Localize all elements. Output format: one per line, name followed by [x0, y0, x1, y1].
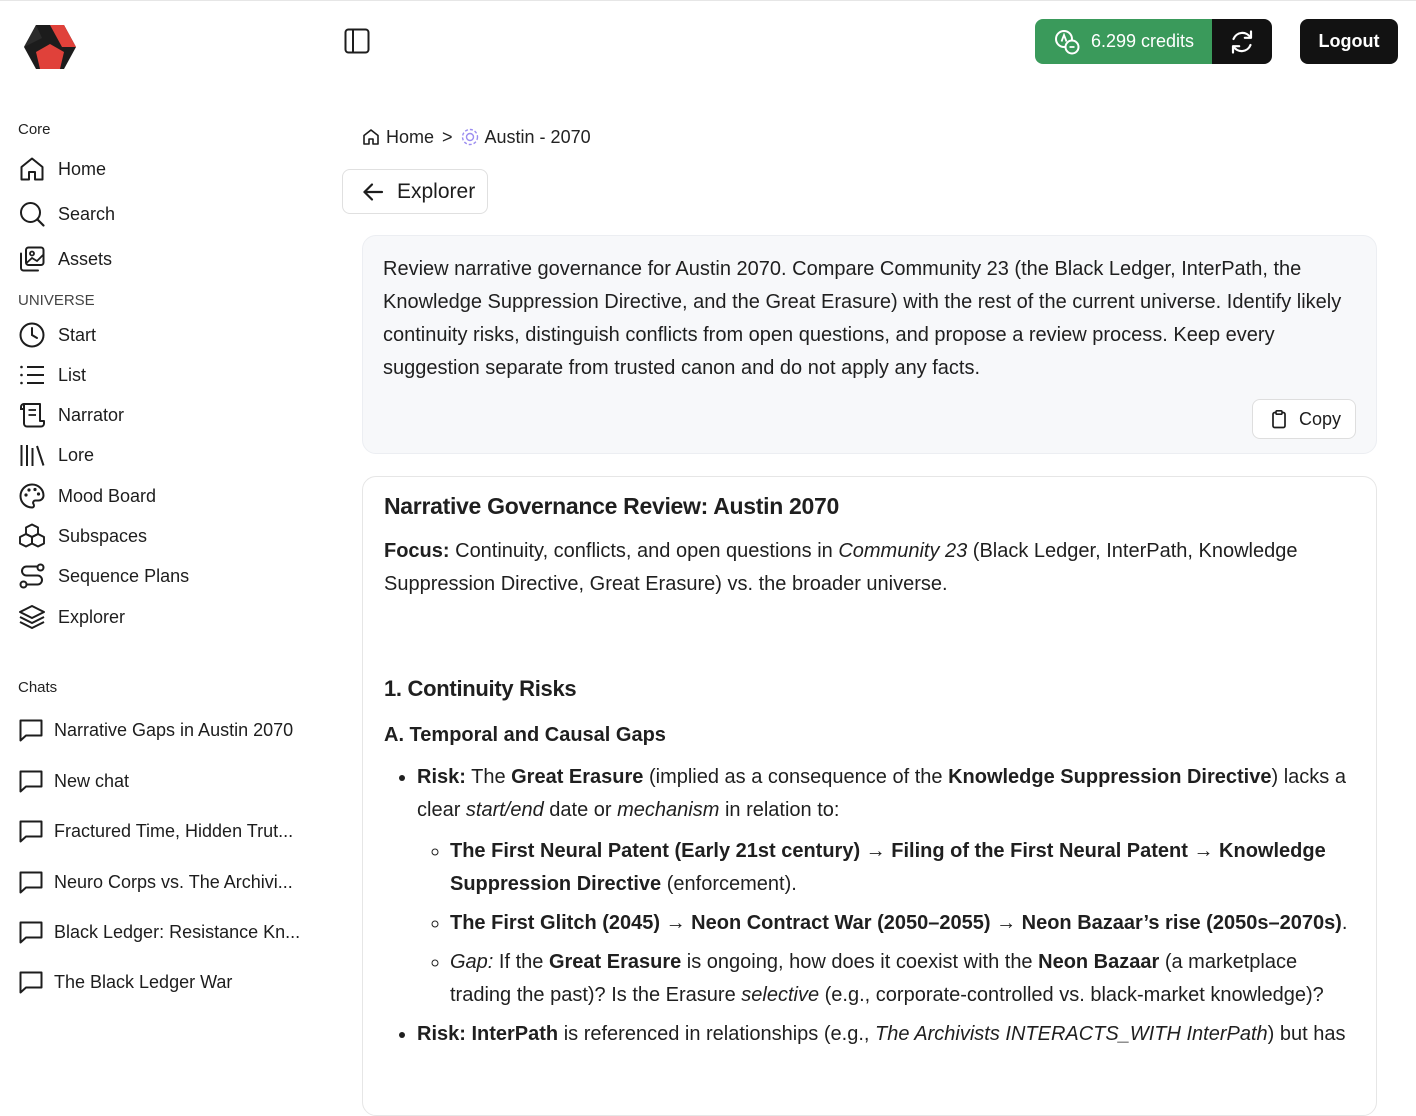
sidebar-item-label: Start	[58, 324, 97, 345]
home-icon	[18, 155, 46, 183]
bold-term: InterPath	[471, 1023, 559, 1045]
focus-emphasis: Community 23	[838, 540, 968, 562]
sidebar-item-start[interactable]	[18, 319, 96, 351]
sidebar-item-explorer[interactable]	[18, 601, 125, 633]
scroll-icon	[18, 401, 46, 429]
back-to-explorer-button[interactable]	[342, 169, 488, 214]
list-item	[417, 1018, 1359, 1051]
search-icon	[18, 200, 46, 228]
focus-text: Continuity, conflicts, and open questions in	[449, 540, 839, 562]
risk-label: Risk:	[417, 1023, 466, 1045]
sub-list	[417, 835, 1359, 1012]
focus-text: (Black Ledger, InterPath, Knowledge Suppression Directive, Great Erasure) vs. the broader universe.	[384, 540, 1298, 595]
chat-item-label: Neuro Corps vs. The Archivi...	[54, 871, 293, 892]
sidebar-item-label: Home	[58, 158, 107, 179]
sidebar-item-home[interactable]	[18, 153, 106, 185]
sidebar-item-label: Mood Board	[58, 485, 157, 506]
chat-item[interactable]	[18, 916, 300, 948]
sidebar-item-list[interactable]	[18, 359, 86, 391]
sidebar-toggle-button[interactable]	[343, 27, 371, 55]
logo-icon	[22, 22, 78, 72]
response-focus	[384, 535, 1359, 601]
chat-item-label: Fractured Time, Hidden Trut...	[54, 820, 294, 841]
sidebar-item-label: Assets	[58, 248, 113, 269]
list-item	[450, 946, 1359, 1012]
credits-group	[1035, 19, 1272, 64]
response-title: Narrative Governance Review: Austin 2070	[384, 493, 840, 519]
text-span: in relation to:	[719, 799, 840, 821]
text-span: is referenced in relationships (e.g.,	[558, 1023, 875, 1045]
italic-term: The Archivists INTERACTS_WITH InterPath	[874, 1023, 1268, 1045]
chat-item[interactable]	[18, 866, 293, 898]
bold-term: Great Erasure	[548, 951, 682, 973]
sidebar-item-subspaces[interactable]	[18, 520, 147, 552]
list-icon	[18, 361, 46, 389]
text-span: (implied as a consequence of the	[643, 766, 949, 788]
breadcrumb-separator: >	[442, 126, 453, 147]
sidebar-item-assets[interactable]	[18, 243, 112, 275]
credits-label: 6.299 credits	[1091, 31, 1195, 51]
sidebar-item-label: Explorer	[58, 606, 126, 627]
clock-icon	[18, 321, 46, 349]
back-to-explorer-label: Explorer	[397, 179, 476, 203]
message-square-icon	[18, 969, 44, 995]
app-logo[interactable]	[22, 22, 78, 72]
logout-button[interactable]: Logout	[1300, 19, 1398, 64]
text-span: The	[465, 766, 512, 788]
text-span: .	[1341, 912, 1348, 934]
text-span: (a marketplace trading the past)? Is the Erasure	[450, 951, 1298, 1006]
assistant-response-card	[362, 476, 1377, 1116]
italic-term: mechanism	[617, 799, 720, 821]
sidebar-item-label: Search	[58, 203, 116, 224]
core-section-label: Core	[18, 121, 51, 138]
text-span: ) but has	[1267, 1023, 1346, 1045]
sidebar-item-sequence-plans[interactable]	[18, 560, 189, 592]
italic-term: start/end	[465, 799, 544, 821]
message-square-icon	[18, 818, 44, 844]
breadcrumb-current[interactable]	[461, 127, 591, 148]
sidebar-item-search[interactable]	[18, 198, 115, 230]
assets-icon	[18, 245, 46, 273]
chat-item[interactable]	[18, 815, 293, 847]
clipboard-icon	[1269, 409, 1289, 429]
chat-item-label: Black Ledger: Resistance Kn...	[54, 921, 301, 942]
refresh-icon	[1228, 28, 1256, 56]
sidebar-item-label: Lore	[58, 444, 95, 465]
risk-list	[384, 761, 1359, 1051]
refresh-credits-button[interactable]	[1212, 19, 1272, 64]
bold-term: The First Neural Patent (Early 21st century) → Filing of the First Neural Patent → Knowledge Suppression Directive	[450, 840, 1326, 895]
chat-item[interactable]	[18, 765, 129, 797]
palette-icon	[18, 482, 46, 510]
user-prompt-card	[362, 235, 1377, 454]
message-square-icon	[18, 768, 44, 794]
universe-section-label: UNIVERSE	[18, 292, 95, 309]
chats-section-label: Chats	[18, 679, 58, 696]
breadcrumb-current-label: Austin - 2070	[484, 126, 591, 147]
chat-item[interactable]	[18, 714, 293, 746]
chat-item[interactable]	[18, 966, 232, 998]
text-span: (e.g., corporate-controlled vs. black-market knowledge)?	[819, 984, 1324, 1006]
bold-term: Knowledge Suppression Directive	[948, 766, 1272, 788]
library-icon	[18, 441, 46, 469]
user-prompt-text: Review narrative governance for Austin 2070. Compare Community 23 (the Black Ledger, InterPath, the Knowledge Suppression Directive, and the Great Erasure) with the rest of the current universe. Identify likely continuity risks, distinguish conflicts from open questions, and propose a review process. Keep every suggestion separate from trusted canon and do not apply any facts.	[383, 258, 1342, 379]
route-icon	[18, 562, 46, 590]
gap-label: Gap:	[450, 951, 494, 973]
text-span: is ongoing, how does it coexist with the	[681, 951, 1039, 973]
arrow-left-icon	[361, 180, 385, 204]
text-span: ) lacks a clear	[417, 766, 1346, 821]
chat-item-label: The Black Ledger War	[54, 971, 233, 992]
sidebar-item-mood-board[interactable]	[18, 480, 156, 512]
universe-icon	[461, 128, 479, 146]
italic-term: selective	[741, 984, 820, 1006]
message-square-icon	[18, 919, 44, 945]
layers-icon	[18, 603, 46, 631]
sidebar-item-lore[interactable]	[18, 439, 94, 471]
credits-pill[interactable]	[1035, 19, 1212, 64]
breadcrumb-home[interactable]	[362, 127, 434, 148]
breadcrumb	[362, 124, 591, 150]
chat-item-label: New chat	[54, 770, 130, 791]
message-square-icon	[18, 717, 44, 743]
sidebar-item-label: List	[58, 364, 87, 385]
bold-term: Neon Bazaar	[1038, 951, 1160, 973]
bold-term: The First Glitch (2045) → Neon Contract War (2050–2055) → Neon Bazaar’s rise (2050s–2070s)	[450, 912, 1342, 934]
text-span: date or	[543, 799, 618, 821]
text-span: If the	[493, 951, 549, 973]
sidebar-item-label: Subspaces	[58, 525, 148, 546]
sidebar-item-narrator[interactable]	[18, 399, 124, 431]
panel-left-icon	[343, 27, 371, 55]
top-border	[0, 0, 1416, 1]
copy-button[interactable]	[1252, 399, 1356, 439]
sidebar-item-label: Sequence Plans	[58, 565, 190, 586]
section-heading: 1. Continuity Risks	[384, 676, 577, 701]
subsection-heading: A. Temporal and Causal Gaps	[384, 724, 666, 746]
sidebar-item-label: Narrator	[58, 404, 125, 425]
coins-icon	[1053, 28, 1081, 56]
message-square-icon	[18, 869, 44, 895]
home-icon	[362, 128, 380, 146]
bold-term: Great Erasure	[511, 766, 644, 788]
focus-label: Focus:	[384, 540, 450, 562]
list-item	[417, 761, 1359, 1012]
copy-button-label: Copy	[1299, 408, 1342, 429]
boxes-icon	[18, 522, 46, 550]
text-span: (enforcement).	[661, 873, 797, 895]
chat-item-label: Narrative Gaps in Austin 2070	[54, 719, 294, 740]
list-item	[450, 835, 1359, 901]
risk-label: Risk:	[417, 766, 466, 788]
list-item	[450, 907, 1359, 940]
breadcrumb-home-label: Home	[386, 126, 435, 147]
